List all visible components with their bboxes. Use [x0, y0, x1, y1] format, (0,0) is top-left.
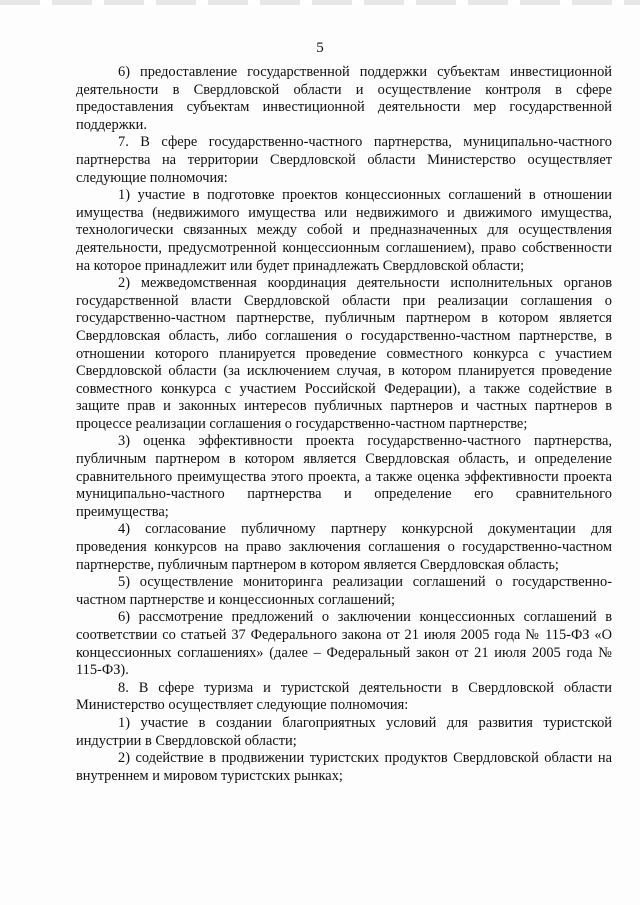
document-body	[76, 64, 612, 785]
paragraph-7-1-concession-projects: 1) участие в подготовке проектов концессионных соглашений в отношении имущества (недвижимого имущества или недвижимого и движимого имущества, технологически связанных между собой и предназначенных для осуществления деятельности, предусмотренной концессионным соглашением), право собственности на которое принадлежит или будет принадлежать Свердловской области;	[76, 187, 612, 274]
paragraph-7-2-interagency-coordination: 2) межведомственная координация деятельности исполнительных органов государственной власти Свердловской области при реализации соглашения о государственно-частном партнерстве, публичным партнером в котором является Свердловская область, либо соглашения о государственно-частном партнерстве, в отношении которого планируется проведение совместного конкурса с участием Свердловской области (за исключением случая, в котором планируется проведение совместного конкурса с участием Российской Федерации), а также содействие в защите прав и законных интересов публичных партнеров и частных партнеров в процессе реализации соглашения о государственно-частном партнерстве;	[76, 275, 612, 432]
scan-top-edge	[0, 0, 640, 5]
paragraph-7-5-monitoring: 5) осуществление мониторинга реализации соглашений о государственно-частном партнерстве и концессионных соглашений;	[76, 574, 612, 608]
paragraph-8-1-tourism-conditions: 1) участие в создании благоприятных условий для развития туристской индустрии в Свердловской области;	[76, 714, 612, 749]
page-number: 5	[316, 40, 324, 56]
paragraph-6-investment-support: 6) предоставление государственной поддержки субъектам инвестиционной деятельности в Свердловской области и осуществление контроля в сфере предоставления субъектам инвестиционной деятельности мер государственной поддержки.	[76, 64, 612, 133]
paragraph-8-tourism-intro: 8. В сфере туризма и туристской деятельности в Свердловской области Министерство осуществляет следующие полномочия:	[76, 679, 612, 714]
paragraph-8-2-tourism-promotion: 2) содействие в продвижении туристских продуктов Свердловской области на внутреннем и мировом туристских рынках;	[76, 750, 612, 784]
paragraph-7-ppp-intro: 7. В сфере государственно-частного партнерства, муниципально-частного партнерства на территории Свердловской области Министерство осуществляет следующие полномочия:	[76, 134, 612, 186]
paragraph-7-6-concession-proposals: 6) рассмотрение предложений о заключении концессионных соглашений в соответствии со статьей 37 Федерального закона от 21 июля 2005 года № 115-ФЗ «О концессионных соглашениях» (далее – Федеральный закон от 21 июля 2005 года № 115-ФЗ).	[76, 609, 612, 679]
paragraph-7-4-tender-approval: 4) согласование публичному партнеру конкурсной документации для проведения конкурсов на право заключения соглашения о государственно-частном партнерстве, публичным партнером в котором является Свердловская область;	[76, 521, 612, 573]
paragraph-7-3-efficiency-assessment: 3) оценка эффективности проекта государственно-частного партнерства, публичным партнером в котором является Свердловская область, и определение сравнительного преимущества этого проекта, а также оценка эффективности проекта муниципально-частного партнерства и определение его сравнительного преимущества;	[76, 433, 612, 520]
